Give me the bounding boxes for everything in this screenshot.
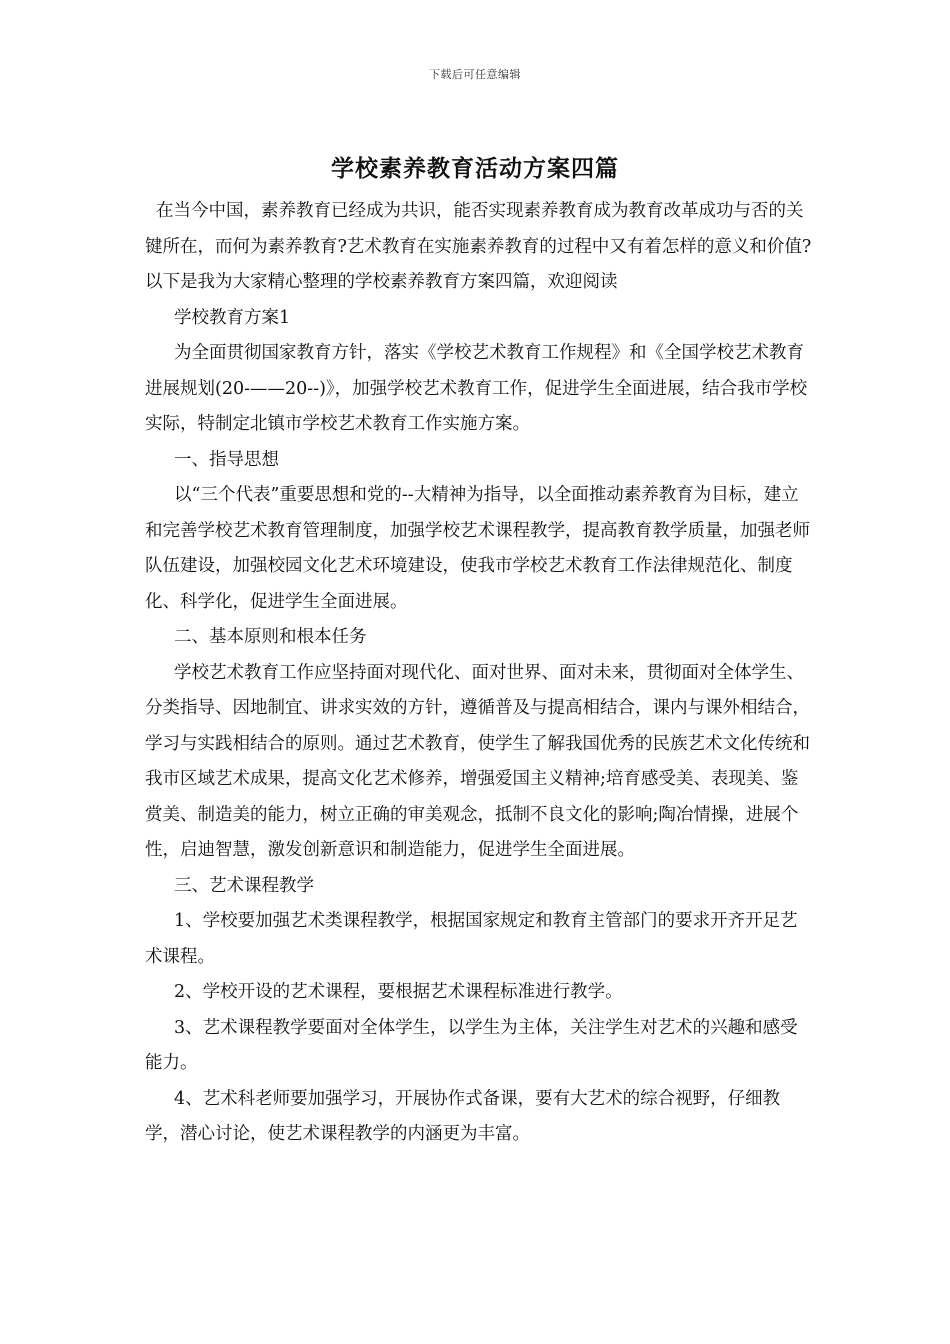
document-title: 学校素养教育活动方案四篇 [331, 155, 619, 182]
list-item: 3、艺术课程教学要面对全体学生，以学生为主体，关注学生对艺术的兴趣和感受能力。 [145, 1017, 798, 1073]
paragraph: 学校艺术教育工作应坚持面对现代化、面对世界、面对未来，贯彻面对全体学生、分类指导、因地制宜、讲求实效的方针，遵循普及与提高相结合，课内与课外相结合，学习与实践相结合的原则。通过艺术教育，使学生了解我国优秀的民族艺术文化传统和我市区域艺术成果，提高文化艺术修养，增强爱国主义精神;培育感受美、表现美、鉴赏美、制造美的能力，树立正确的审美观念，抵制不良文化的影响;陶冶情操，进展个性，启迪智慧，激发创新意识和制造能力，促进学生全面进展。 [145, 662, 810, 860]
document-body [145, 194, 813, 1153]
paragraph: 以“三个代表”重要思想和党的--大精神为指导，以全面推动素养教育为目标，建立和完善学校艺术教育管理制度，加强学校艺术课程教学，提高教育教学质量，加强老师队伍建设，加强校园文化艺术环境建设，使我市学校艺术教育工作法律规范化、制度化、科学化，促进学生全面进展。 [145, 485, 810, 612]
list-item: 4、艺术科老师要加强学习，开展协作式备课，要有大艺术的综合视野，仔细教学，潜心讨论，使艺术课程教学的内涵更为丰富。 [145, 1088, 781, 1144]
section-heading-guiding-thought: 一、指导思想 [174, 449, 279, 470]
header-note: 下载后可任意编辑 [429, 68, 521, 81]
list-item: 2、学校开设的艺术课程，要根据艺术课程标准进行教学。 [174, 982, 623, 1002]
paragraph-intro: 在当今中国，素养教育已经成为共识，能否实现素养教育成为教育改革成功与否的关键所在，而何为素养教育?艺术教育在实施素养教育的过程中又有着怎样的意义和价值?以下是我为大家精心整理的学校素养教育方案四篇，欢迎阅读 [145, 201, 812, 292]
list-item: 1、学校要加强艺术类课程教学，根据国家规定和教育主管部门的要求开齐开足艺术课程。 [145, 911, 798, 967]
section-heading-plan-1: 学校教育方案1 [174, 307, 291, 328]
paragraph: 为全面贯彻国家教育方针，落实《学校艺术教育工作规程》和《全国学校艺术教育进展规划(20-——20--)》，加强学校艺术教育工作，促进学生全面进展，结合我市学校实际，特制定北镇市学校艺术教育工作实施方案。 [145, 343, 808, 434]
section-heading-art-courses: 三、艺术课程教学 [174, 875, 314, 896]
section-heading-principles: 二、基本原则和根本任务 [174, 627, 367, 647]
